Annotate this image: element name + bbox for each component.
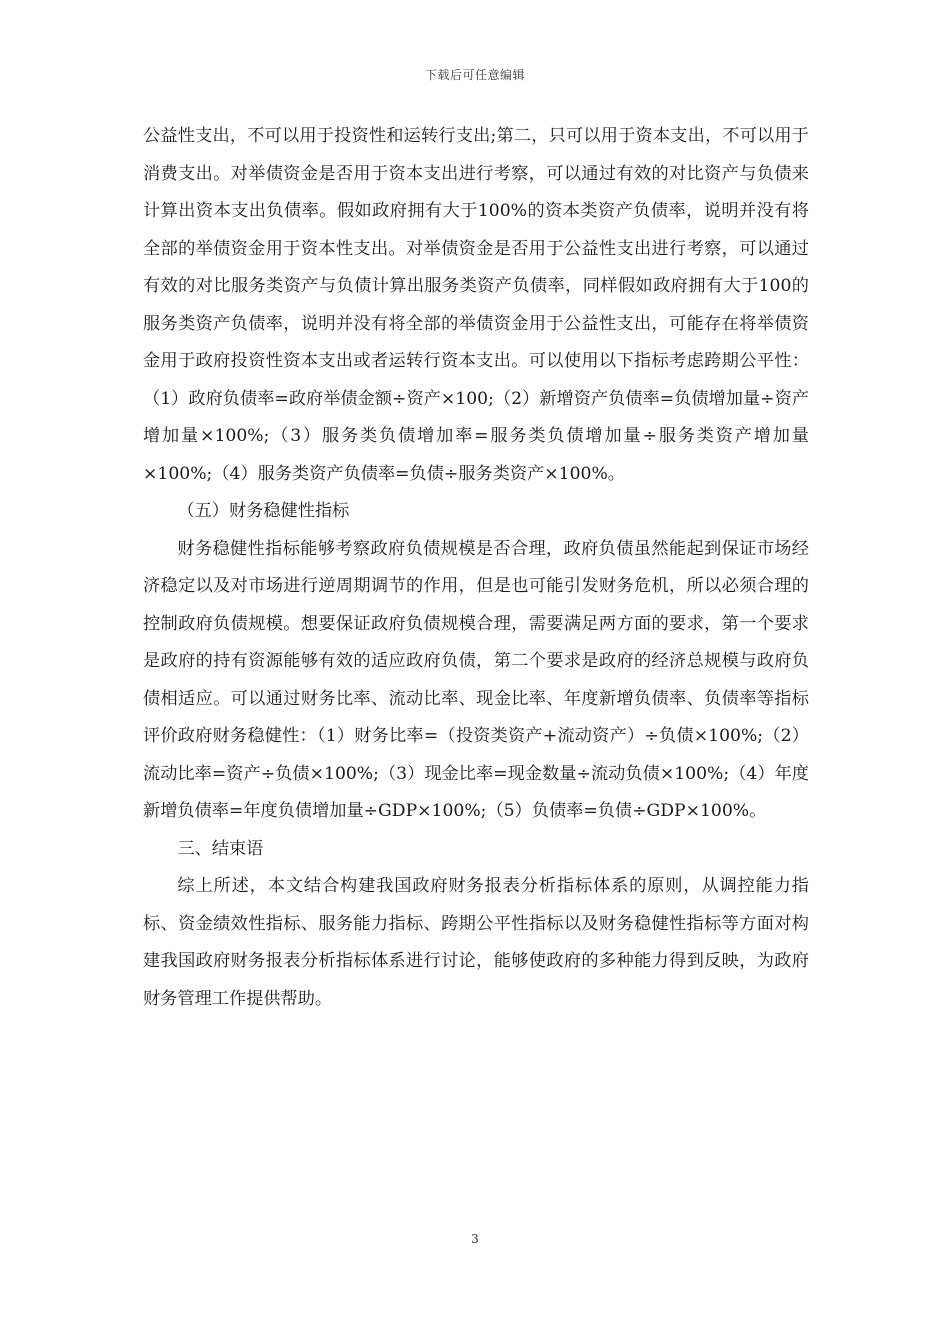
paragraph-continued: 公益性支出，不可以用于投资性和运转行支出;第二，只可以用于资本支出，不可以用于消费支出。对举债资金是否用于资本支出进行考察，可以通过有效的对比资产与负债来计算出资本支出负债率。假如政府拥有大于100%的资本类资产负债率，说明并没有将全部的举债资金用于资本性支出。对举债资金是否用于公益性支出进行考察，可以通过有效的对比服务类资产与负债计算出服务类资产负债率，同样假如政府拥有大于100的服务类资产负债率，说明并没有将全部的举债资金用于公益性支出，可能存在将举债资金用于政府投资性资本支出或者运转行资本支出。可以使用以下指标考虑跨期公平性：（1）政府负债率=政府举债金额÷资产×100;（2）新增资产负债率=负债增加量÷资产增加量×100%;（3）服务类负债增加率=服务类负债增加量÷服务类资产增加量×100%;（4）服务类资产负债率=负债÷服务类资产×100%。 <box>143 126 809 484</box>
section-heading-conclusion: 三、结束语 <box>177 838 264 859</box>
page-header: 下载后可任意编辑 <box>424 68 525 82</box>
paragraph-financial-stability: 财务稳健性指标能够考察政府负债规模是否合理，政府负债虽然能起到保证市场经济稳定以及对市场进行逆周期调节的作用，但是也可能引发财务危机，所以必须合理的控制政府负债规模。想要保证政府负债规模合理，需要满足两方面的要求，第一个要求是政府的持有资源能够有效的适应政府负债，第二个要求是政府的经济总规模与政府负债相适应。可以通过财务比率、流动比率、现金比率、年度新增负债率、负债率等指标评价政府财务稳健性：（1）财务比率=（投资类资产+流动资产）÷负债×100%;（2）流动比率=资产÷负债×100%;（3）现金比率=现金数量÷流动负债×100%;（4）年度新增负债率=年度负债增加量÷GDP×100%;（5）负债率=负债÷GDP×100%。 <box>143 538 809 821</box>
section-heading-financial-stability: （五）财务稳健性指标 <box>177 501 350 521</box>
paragraph-conclusion: 综上所述，本文结合构建我国政府财务报表分析指标体系的原则，从调控能力指标、资金绩效性指标、服务能力指标、跨期公平性指标以及财务稳健性指标等方面对构建我国政府财务报表分析指标体系进行讨论，能够使政府的多种能力得到反映，为政府财务管理工作提供帮助。 <box>143 876 809 1009</box>
document-body <box>143 118 809 1018</box>
page-number: 3 <box>471 1232 479 1246</box>
